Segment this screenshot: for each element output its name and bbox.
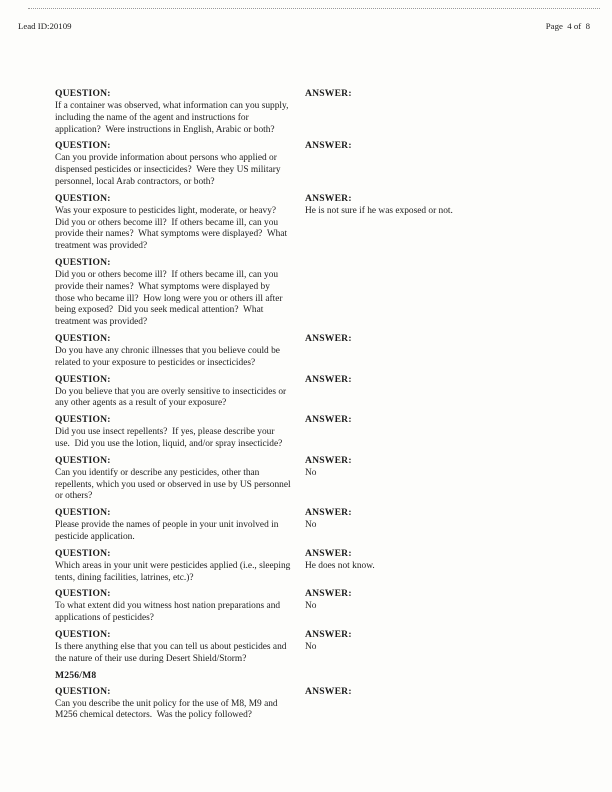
question-label: QUESTION: — [55, 414, 111, 426]
question-cell — [55, 257, 305, 329]
answer-text: No — [305, 467, 317, 478]
answer-label: ANSWER: — [305, 588, 352, 600]
question-label: QUESTION: — [55, 332, 111, 344]
answer-cell — [305, 257, 578, 329]
question-text: Can you provide information about persons who applied or dispensed pesticides or insecticides? Were they US military personnel, local Arab contractors, or both? — [55, 153, 283, 187]
answer-label: ANSWER: — [305, 547, 352, 559]
question-cell — [55, 88, 305, 136]
answer-label: ANSWER: — [305, 88, 352, 99]
answer-cell — [305, 333, 578, 370]
qa-list — [55, 88, 578, 722]
section-header: M256/M8 — [55, 669, 97, 681]
qa-block — [55, 333, 578, 370]
qa-block — [55, 140, 578, 188]
answer-cell — [305, 414, 578, 451]
answer-label: ANSWER: — [305, 628, 352, 640]
question-label: QUESTION: — [55, 685, 111, 697]
question-text: If a container was observed, what information can you supply, including the name of the agent and instructions for application? Were instructions in English, Arabic or both? — [55, 101, 291, 135]
qa-block — [55, 455, 578, 503]
question-label: QUESTION: — [55, 373, 111, 385]
answer-label: ANSWER: — [305, 685, 352, 697]
question-text: To what extent did you witness host nation preparations and applications of pesticides? — [55, 601, 283, 624]
question-cell — [55, 414, 305, 451]
question-text: Do you have any chronic illnesses that you believe could be related to your exposure to pesticides or insecticides? — [55, 345, 283, 368]
answer-label: ANSWER: — [305, 454, 352, 466]
answer-cell — [305, 629, 578, 666]
qa-block — [55, 374, 578, 411]
question-cell — [55, 548, 305, 585]
qa-block — [55, 414, 578, 451]
lead-id: Lead ID:20109 — [18, 21, 72, 31]
question-cell — [55, 193, 305, 253]
qa-block — [55, 193, 578, 253]
question-cell — [55, 507, 305, 544]
answer-cell — [305, 588, 578, 625]
question-label: QUESTION: — [55, 507, 111, 519]
question-label: QUESTION: — [55, 88, 111, 99]
qa-block — [55, 507, 578, 544]
answer-label: ANSWER: — [305, 332, 352, 344]
question-text: Can you describe the unit policy for the use of M8, M9 and M256 chemical detectors. Was the policy followed? — [55, 698, 280, 721]
question-label: QUESTION: — [55, 628, 111, 640]
qa-block — [55, 686, 578, 723]
question-text: Did you use insect repellents? If yes, please describe your use. Did you use the lotion, liquid, and/or spray insecticide? — [55, 427, 283, 449]
answer-cell — [305, 686, 578, 723]
answer-text: He is not sure if he was exposed or not. — [305, 205, 453, 216]
question-cell — [55, 140, 305, 188]
qa-block — [55, 548, 578, 585]
question-cell — [55, 588, 305, 625]
page-header — [0, 0, 612, 31]
question-text: Is there anything else that you can tell us about pesticides and the nature of their use during Desert Shield/Storm? — [55, 641, 289, 664]
answer-cell — [305, 88, 578, 136]
question-text: Please provide the names of people in your unit involved in pesticide application. — [55, 520, 281, 542]
answer-text: No — [305, 520, 317, 531]
question-text: Can you identify or describe any pesticides, other than repellents, which you used or observed in use by US personnel or others? — [55, 467, 293, 502]
question-label: QUESTION: — [55, 140, 111, 152]
answer-label: ANSWER: — [305, 507, 352, 519]
question-cell — [55, 333, 305, 370]
question-cell — [55, 455, 305, 503]
answer-label: ANSWER: — [305, 192, 352, 204]
question-text: Was your exposure to pesticides light, moderate, or heavy? Did you or others become ill? If others became ill, can you provide their names? What symptoms were displayed? What treatment was provided? — [55, 205, 290, 252]
question-cell — [55, 686, 305, 723]
question-label: QUESTION: — [55, 192, 111, 204]
question-label: QUESTION: — [55, 588, 111, 600]
answer-cell — [305, 455, 578, 503]
answer-text: He does not know. — [305, 560, 375, 571]
answer-text: No — [305, 641, 317, 652]
answer-text: No — [305, 601, 317, 612]
answer-cell — [305, 193, 578, 253]
question-text: Which areas in your unit were pesticides applied (i.e., sleeping tents, dining facilities, latrines, etc.)? — [55, 560, 293, 583]
answer-cell — [305, 507, 578, 544]
question-label: QUESTION: — [55, 454, 111, 466]
question-text: Do you believe that you are overly sensitive to insecticides or any other agents as a result of your exposure? — [55, 386, 289, 409]
answer-label: ANSWER: — [305, 373, 352, 385]
page-number: Page 4 of 8 — [545, 21, 590, 31]
question-cell — [55, 374, 305, 411]
qa-block — [55, 88, 578, 136]
question-label: QUESTION: — [55, 547, 111, 559]
answer-cell — [305, 140, 578, 188]
question-text: Did you or others become ill? If others became ill, can you provide their names? What symptoms were displayed by those who became ill? How long were you or others ill after being exposed? Did you seek medical attention? What treatment was provided? — [55, 269, 285, 328]
qa-block — [55, 257, 578, 329]
answer-label: ANSWER: — [305, 140, 352, 152]
qa-block — [55, 629, 578, 666]
question-cell — [55, 629, 305, 666]
answer-cell — [305, 548, 578, 585]
question-label: QUESTION: — [55, 256, 111, 268]
answer-label: ANSWER: — [305, 414, 352, 426]
scan-artifact-line — [28, 8, 600, 9]
answer-cell — [305, 374, 578, 411]
qa-block — [55, 588, 578, 625]
